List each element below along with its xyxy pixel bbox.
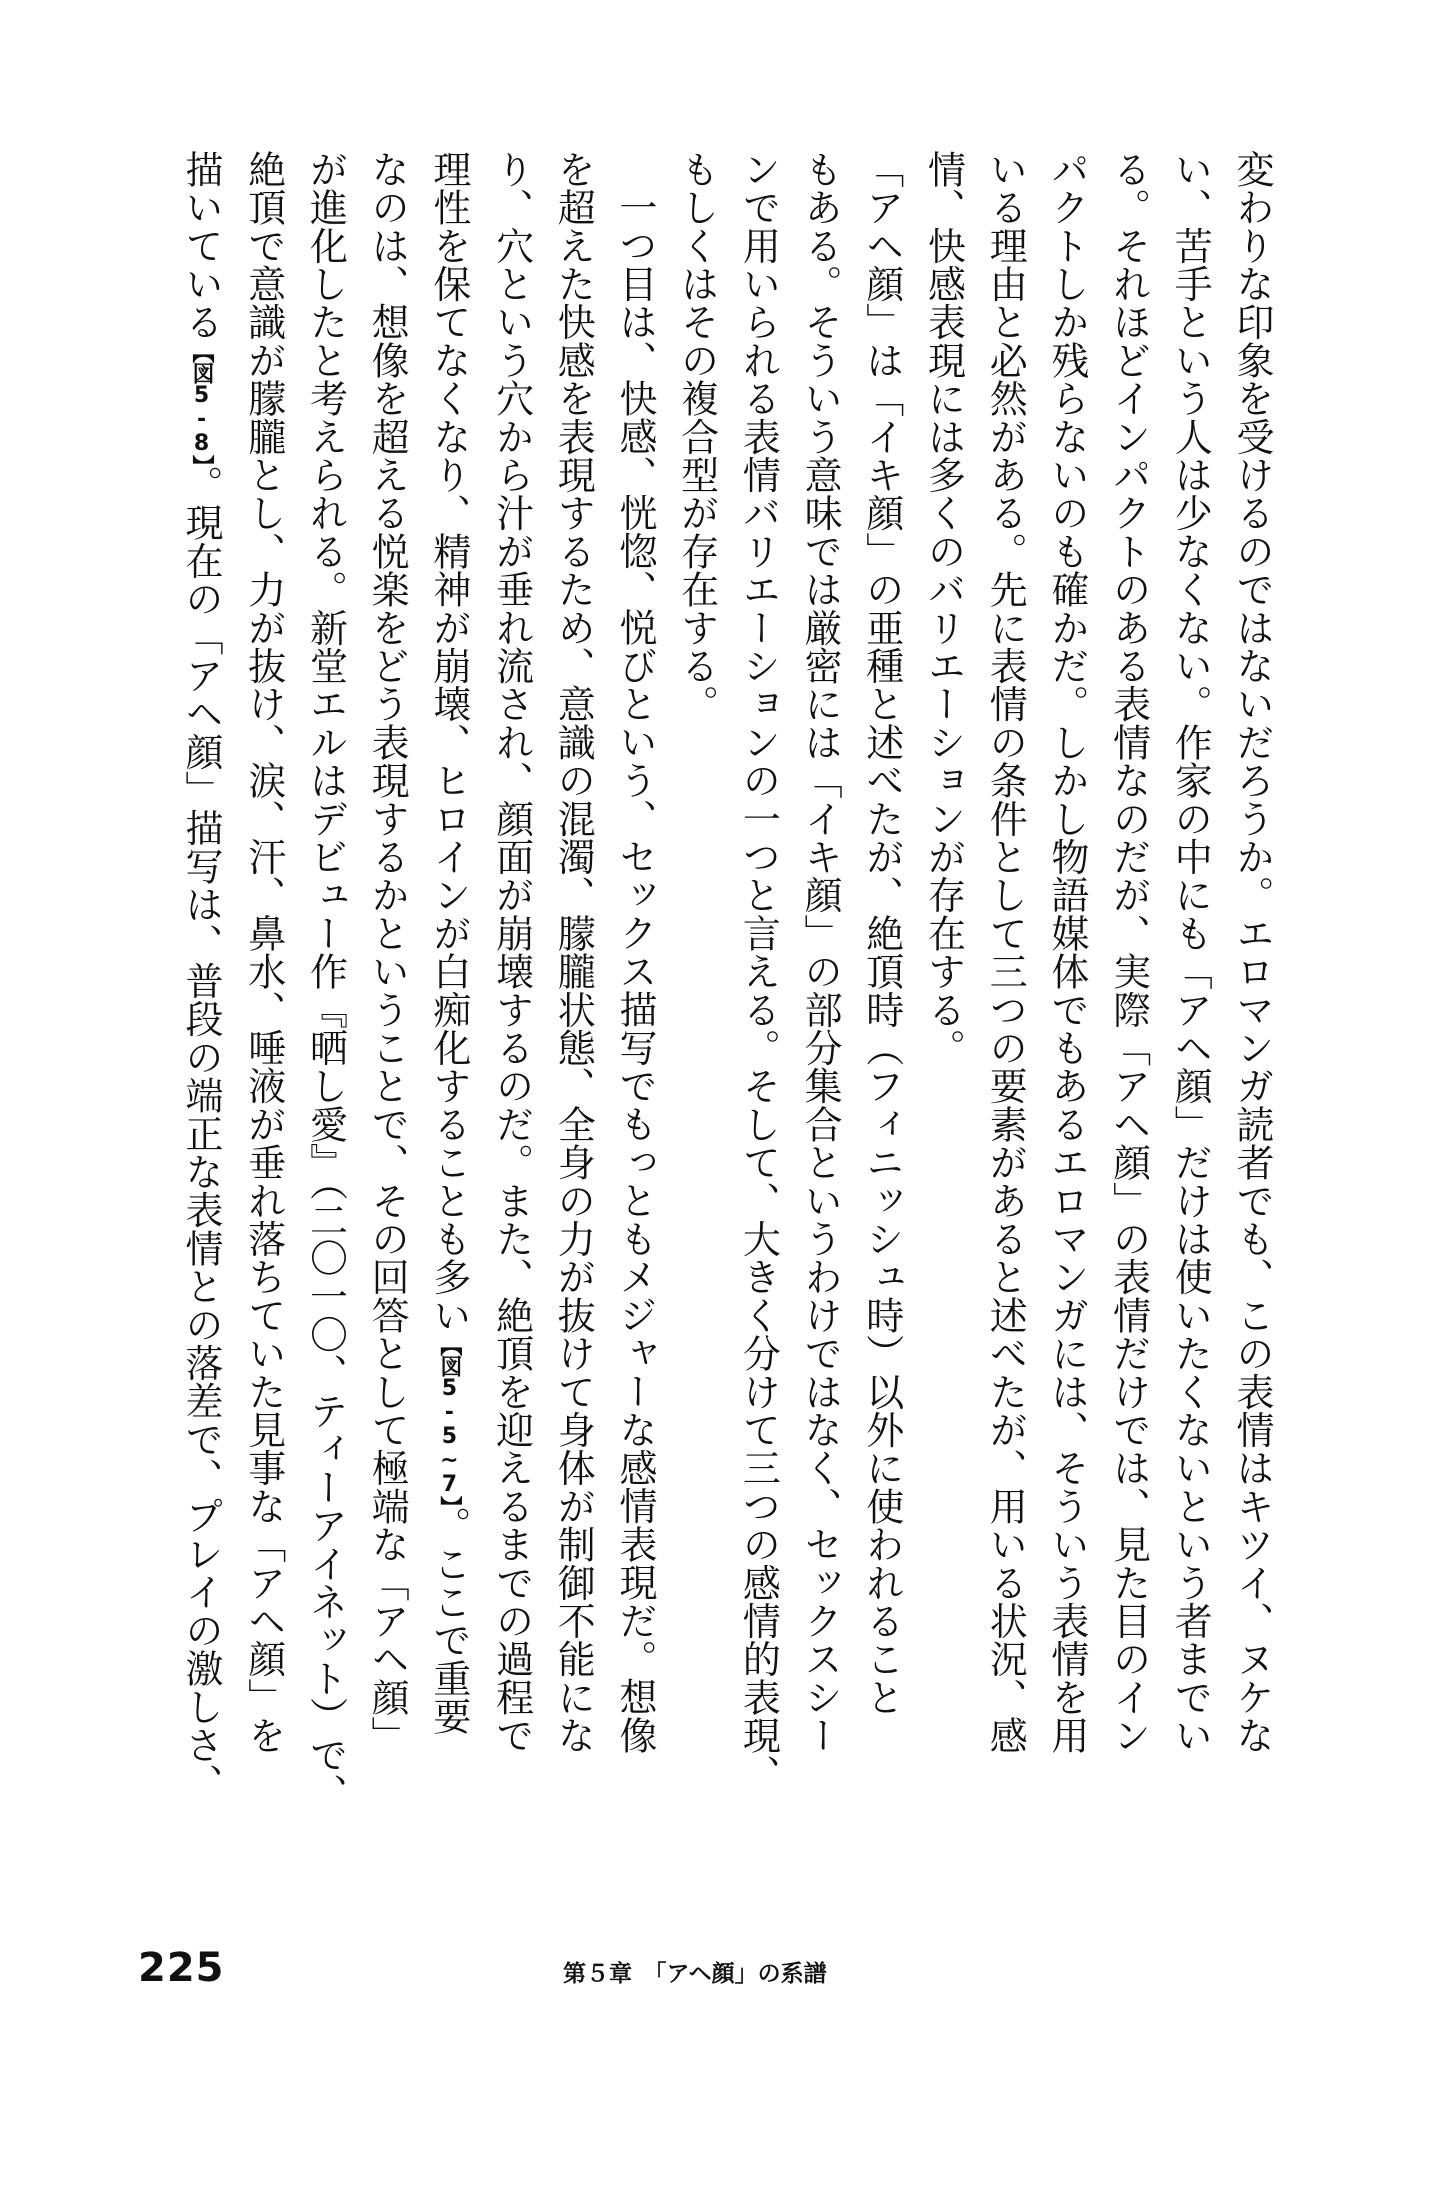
text-line-content: 描いている bbox=[179, 150, 224, 341]
text-line-content: 「アヘ顔」は「イキ顔」の亜種と述べたが、絶頂時（フィニッシュ時）以外に使われること bbox=[859, 150, 904, 1717]
text-line-content: る。それほどインパクトのある表情なのだが、実際「アヘ顔」の表情だけでは、見た目のイン bbox=[1106, 150, 1151, 1755]
text-line bbox=[973, 150, 1035, 1770]
text-line-content: 一つ目は、快感、恍惚、悦びという、セックス描写でもっともメジャーな感情表現だ。想像 bbox=[612, 188, 657, 1755]
text-line bbox=[912, 150, 974, 1770]
text-line bbox=[727, 150, 789, 1793]
text-line-continuation: 。ここで重要 bbox=[426, 1506, 471, 1736]
text-line bbox=[1097, 150, 1159, 1770]
figure-reference: 【図5-8】 bbox=[189, 341, 215, 465]
text-line bbox=[850, 150, 912, 1770]
body-text bbox=[170, 150, 1282, 1812]
text-line-content: り、穴という穴から汁が垂れ流され、顔面が崩壊するのだ。また、絶頂を迎えるまでの過程で bbox=[489, 150, 534, 1755]
text-line bbox=[1220, 150, 1282, 1770]
figure-reference: 【図5-5~7】 bbox=[436, 1334, 462, 1507]
text-line-content: もしくはその複合型が存在する。 bbox=[674, 150, 719, 723]
text-line bbox=[1159, 150, 1221, 1770]
running-chapter-title: 第５章 「アヘ顔」の系譜 bbox=[563, 1961, 827, 1987]
text-line bbox=[1035, 150, 1097, 1770]
text-line-content: が進化したと考えられる。新堂エルはデビュー作『晒し愛』（二〇一〇、ティーアイネット）で、 bbox=[303, 150, 348, 1812]
text-line bbox=[232, 150, 294, 1770]
text-line-content: ンで用いられる表情バリエーションの一つと言える。そして、大きく分けて三つの感情的表現、 bbox=[736, 150, 781, 1793]
page-number: 225 bbox=[138, 1945, 225, 1991]
text-line-continuation: 。現在の「アヘ顔」描写は、普段の端正な表情との落差で、プレイの激しさ、 bbox=[179, 465, 224, 1802]
text-line bbox=[788, 150, 850, 1770]
text-line-content: パクトしか残らないのも確かだ。しかし物語媒体でもあるエロマンガには、そういう表情を用 bbox=[1044, 150, 1089, 1755]
text-line-content: 絶頂で意識が朦朧とし、力が抜け、涙、汗、鼻水、唾液が垂れ落ちていた見事な「アヘ顔」を bbox=[241, 150, 286, 1755]
text-line bbox=[294, 150, 356, 1812]
text-line-content: を超えた快感を表現するため、意識の混濁、朦朧状態、全身の力が抜けて身体が制御不能にな bbox=[551, 150, 596, 1755]
text-line-content: いる理由と必然がある。先に表情の条件として三つの要素があると述べたが、用いる状況、感 bbox=[983, 150, 1028, 1755]
text-line bbox=[169, 150, 232, 1802]
text-line-content: い、苦手という人は少なくない。作家の中にも「アヘ顔」だけは使いたくないという者までい bbox=[1168, 150, 1213, 1755]
text-line-content: もある。そういう意味では厳密には「イキ顔」の部分集合というわけではなく、セックスシー bbox=[798, 150, 843, 1755]
text-line bbox=[480, 150, 542, 1770]
text-line bbox=[603, 150, 665, 1770]
text-line bbox=[355, 150, 417, 1770]
text-line-content: 情、快感表現には多くのバリエーションが存在する。 bbox=[921, 150, 966, 1067]
text-line bbox=[542, 150, 604, 1770]
text-line-content: なのは、想像を超える悦楽をどう表現するかということで、その回答として極端な「アヘ顔」 bbox=[365, 150, 410, 1755]
text-line bbox=[417, 150, 480, 1770]
text-line-content: 理性を保てなくなり、精神が崩壊、ヒロインが白痴化することも多い bbox=[426, 150, 471, 1335]
text-line-content: 変わりな印象を受けるのではないだろうか。エロマンガ読者でも、この表情はキツイ、ヌケな bbox=[1230, 150, 1274, 1755]
text-line bbox=[665, 150, 727, 1770]
